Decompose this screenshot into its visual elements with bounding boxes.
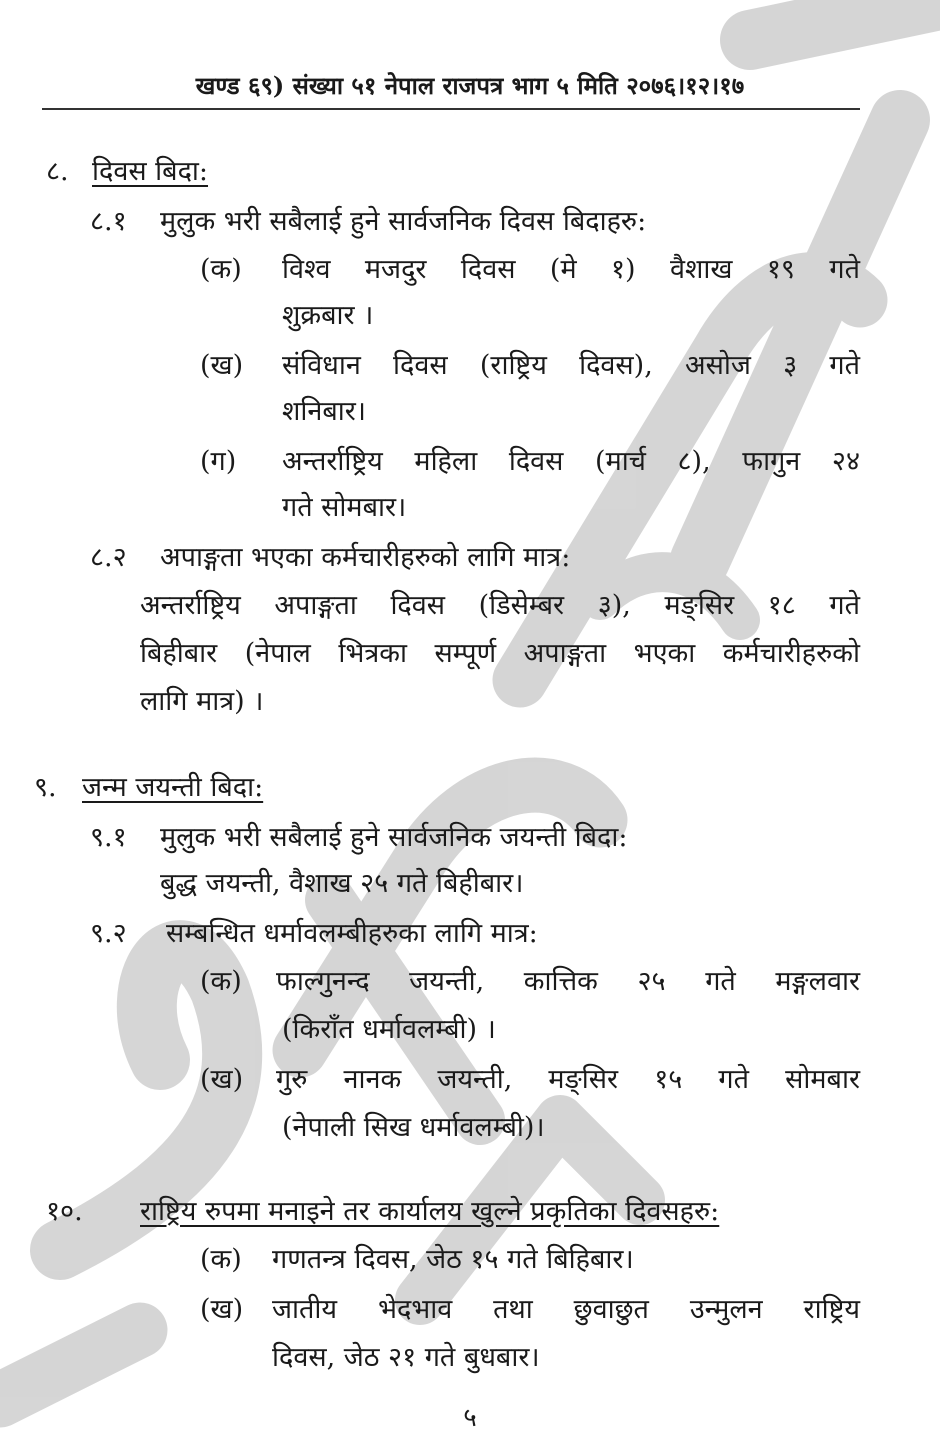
section-8-2-text: अपाङ्गता भएका कर्मचारीहरुको लागि मात्र:	[160, 542, 571, 573]
item-9-2-kha-line2: (नेपाली सिख धर्मावलम्बी)।	[282, 1112, 545, 1143]
section-8-1-text: मुलुक भरी सबैलाई हुने सार्वजनिक दिवस बिदाहरु:	[160, 206, 647, 237]
section-10-title: राष्ट्रिय रुपमा मनाइने तर कार्यालय खुल्ने प्रकृतिका दिवसहरु:	[140, 1196, 720, 1227]
item-8-1-ga-mark: (ग)	[200, 446, 237, 477]
item-8-1-ka-line2: शुक्रबार ।	[282, 300, 374, 331]
section-9-2-number: ९.२	[90, 918, 127, 949]
item-9-2-kha-mark: (ख)	[200, 1064, 244, 1095]
section-8-number: ८.	[46, 156, 69, 187]
item-8-1-kha-line2: शनिबार।	[282, 396, 367, 427]
item-10-kha-line2: दिवस, जेठ २१ गते बुधबार।	[272, 1342, 540, 1373]
section-8-2-line2: बिहीबार (नेपाल भित्रका सम्पूर्ण अपाङ्गता भएका कर्मचारीहरुको	[140, 638, 860, 669]
section-9-1-number: ९.१	[90, 822, 127, 853]
section-9-title: जन्म जयन्ती बिदा:	[82, 772, 264, 803]
header-rule	[42, 108, 860, 110]
item-8-1-ka-mark: (क)	[200, 254, 242, 285]
item-10-ka-line1: गणतन्त्र दिवस, जेठ १५ गते बिहिबार।	[272, 1244, 634, 1275]
section-9-1-line1: बुद्ध जयन्ती, वैशाख २५ गते बिहीबार।	[160, 868, 524, 899]
section-10-number: १०.	[46, 1196, 83, 1227]
section-9-number: ९.	[34, 772, 57, 803]
item-8-1-kha-mark: (ख)	[200, 350, 244, 381]
item-9-2-ka-mark: (क)	[200, 966, 242, 997]
gazette-header: खण्ड ६९) संख्या ५१ नेपाल राजपत्र भाग ५ मिति २०७६।१२।१७	[195, 71, 745, 100]
section-8-2-line3: लागि मात्र) ।	[140, 686, 264, 717]
item-10-kha-line1: जातीय भेदभाव तथा छुवाछुत उन्मुलन राष्ट्रिय	[272, 1294, 860, 1325]
section-9-2-text: सम्बन्धित धर्मावलम्बीहरुका लागि मात्र:	[166, 918, 538, 949]
section-8-2-number: ८.२	[90, 542, 127, 573]
item-9-2-ka-line2: (किराँत धर्मावलम्बी) ।	[282, 1014, 496, 1045]
item-8-1-ka-line1: विश्व मजदुर दिवस (मे १) वैशाख १९ गते	[282, 254, 860, 285]
section-8-2-line1: अन्तर्राष्ट्रिय अपाङ्गता दिवस (डिसेम्बर ३), मङ्सिर १८ गते	[140, 590, 860, 621]
section-8-title: दिवस बिदा:	[92, 156, 209, 187]
item-8-1-ga-line2: गते सोमबार।	[282, 492, 407, 523]
item-8-1-kha-line1: संविधान दिवस (राष्ट्रिय दिवस), असोज ३ गते	[282, 350, 860, 381]
item-10-kha-mark: (ख)	[200, 1294, 244, 1325]
page-number: ५	[463, 1403, 477, 1433]
item-8-1-ga-line1: अन्तर्राष्ट्रिय महिला दिवस (मार्च ८), फागुन २४	[282, 446, 860, 477]
item-10-ka-mark: (क)	[200, 1244, 242, 1275]
item-9-2-kha-line1: गुरु नानक जयन्ती, मङ्सिर १५ गते सोमबार	[276, 1064, 860, 1095]
section-8-1-number: ८.१	[90, 206, 127, 237]
section-9-1-text: मुलुक भरी सबैलाई हुने सार्वजनिक जयन्ती बिदा:	[160, 822, 628, 853]
item-9-2-ka-line1: फाल्गुनन्द जयन्ती, कात्तिक २५ गते मङ्गलवार	[276, 966, 860, 997]
